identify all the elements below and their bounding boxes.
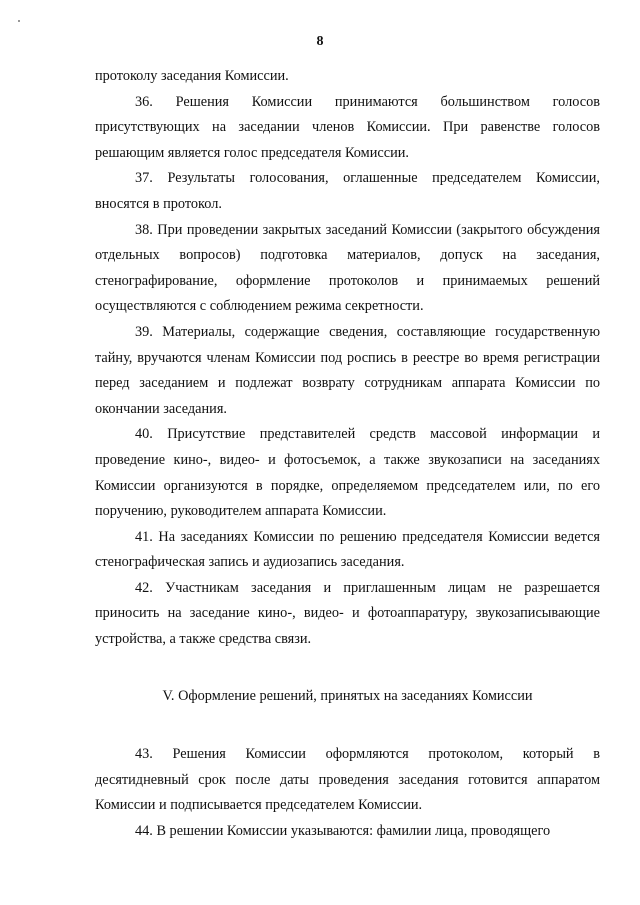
- paragraph: 36. Решения Комиссии принимаются большинством голосов присутствующих на заседании членов Комиссии. При равенстве голосов решающим является голос председателя Комиссии.: [95, 93, 600, 161]
- scan-speck: [18, 20, 20, 22]
- page-content: [95, 64, 600, 845]
- section-heading: V. Оформление решений, принятых на заседаниях Комиссии: [162, 687, 533, 704]
- paragraph: протоколу заседания Комиссии.: [95, 68, 289, 84]
- paragraph: 38. При проведении закрытых заседаний Комиссии (закрытого обсуждения отдельных вопросов) подготовка материалов, допуск на заседания, стенографирование, оформление протоколов и принимаемых решений осуществляются с соблюдением режима секретности.: [95, 221, 600, 315]
- paragraphs-after-heading: [95, 742, 600, 844]
- page-number: 8: [316, 34, 324, 49]
- paragraph: 39. Материалы, содержащие сведения, составляющие государственную тайну, вручаются членам Комиссии под роспись в реестре во время регистрации перед заседанием и подлежат возврату сотрудникам аппарата Комиссии по окончании заседания.: [95, 323, 600, 417]
- paragraph: 40. Присутствие представителей средств массовой информации и проведение кино-, видео- и фотосъемок, а также звукозаписи на заседаниях Комиссии организуются в порядке, определяемом председателем или, по его поручению, руководителем аппарата Комиссии.: [95, 426, 600, 520]
- paragraph: 37. Результаты голосования, оглашенные председателем Комиссии, вносятся в протокол.: [95, 170, 600, 212]
- paragraph: 43. Решения Комиссии оформляются протоколом, который в десятидневный срок после даты проведения заседания готовится аппаратом Комиссии и подписывается председателем Комиссии.: [95, 746, 600, 814]
- paragraph: 42. Участникам заседания и приглашенным лицам не разрешается приносить на заседание кино-, видео- и фотоаппаратуру, звукозаписывающие устройства, а также средства связи.: [95, 579, 600, 648]
- paragraph: 41. На заседаниях Комиссии по решению председателя Комиссии ведется стенографическая запись и аудиозапись заседания.: [95, 528, 600, 571]
- paragraph: 44. В решении Комиссии указываются: фамилии лица, проводящего: [135, 823, 551, 840]
- paragraphs-before-heading: [95, 64, 600, 653]
